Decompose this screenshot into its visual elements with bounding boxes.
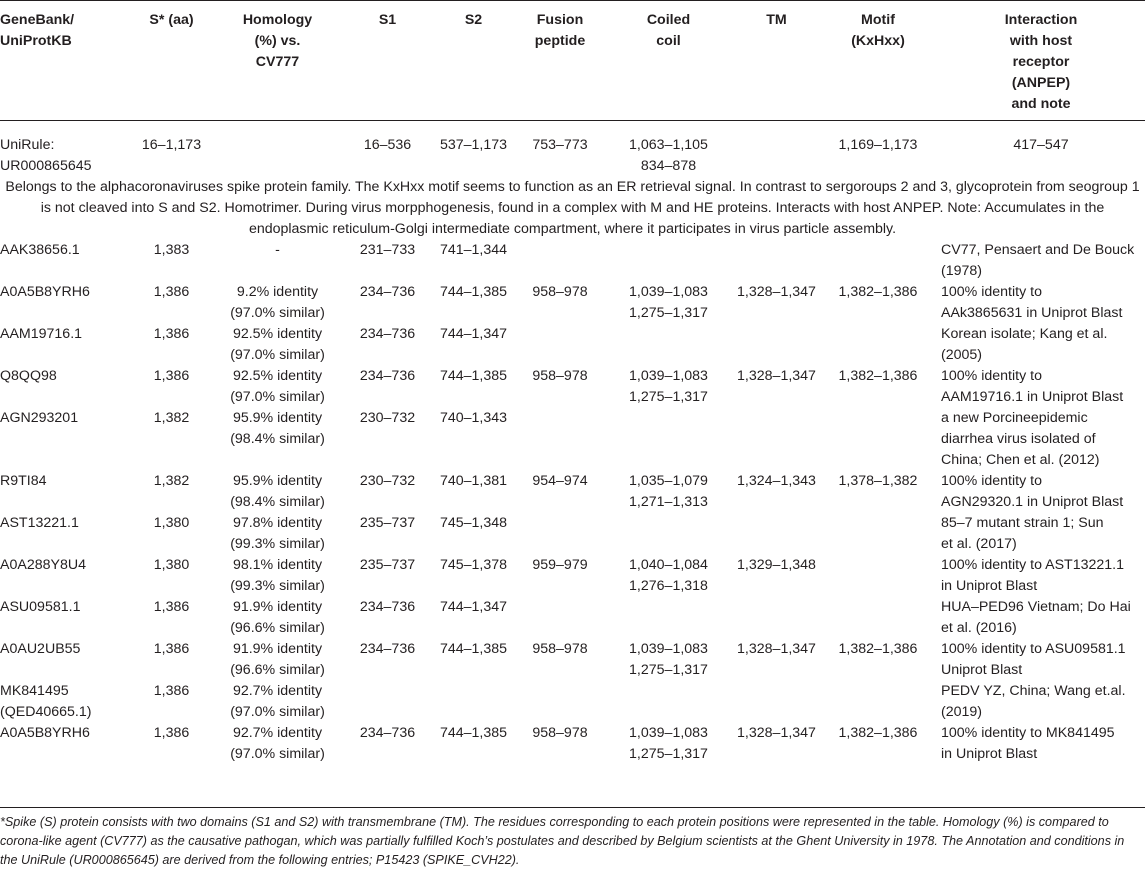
cell-id bbox=[0, 639, 133, 681]
cell-tm bbox=[734, 408, 819, 471]
cell-fusion bbox=[517, 513, 603, 555]
cell-s1 bbox=[345, 681, 430, 723]
cell-s2: 740–1,343 bbox=[439, 410, 508, 426]
cell-coiled bbox=[603, 597, 734, 639]
cell-tm bbox=[734, 121, 819, 178]
cell-motif: 1,169–1,173 bbox=[838, 137, 918, 153]
interaction-line: CV77, Pensaert and De Bouck bbox=[941, 242, 1135, 258]
cell-s1: 230–732 bbox=[359, 473, 416, 489]
coiled-line: 1,063–1,105 bbox=[629, 137, 708, 153]
column-header bbox=[937, 1, 1145, 121]
table-row bbox=[0, 408, 1145, 471]
cell-s2: 741–1,344 bbox=[439, 242, 508, 258]
interaction-line: Korean isolate; Kang et al. bbox=[941, 326, 1108, 342]
cell-s: 1,380 bbox=[153, 557, 190, 573]
cell-s: 16–1,173 bbox=[141, 137, 202, 153]
interaction-line: 100% identity to bbox=[941, 368, 1042, 384]
id-line: MK841495 bbox=[0, 683, 69, 699]
column-header bbox=[734, 1, 819, 121]
coiled-line: 1,040–1,084 bbox=[629, 557, 708, 573]
homology-line: (99.3% similar) bbox=[230, 578, 325, 594]
cell-interaction bbox=[937, 366, 1145, 408]
interaction-line: in Uniprot Blast bbox=[941, 746, 1038, 762]
column-header bbox=[603, 1, 734, 121]
cell-fusion bbox=[517, 681, 603, 723]
cell-id bbox=[0, 723, 133, 765]
interaction-line: (2005) bbox=[941, 347, 983, 363]
table-row bbox=[0, 282, 1145, 324]
table-row bbox=[0, 471, 1145, 513]
cell-interaction bbox=[937, 471, 1145, 513]
header-line: (KxHxx) bbox=[851, 33, 905, 49]
cell-s2: 744–1,385 bbox=[439, 284, 508, 300]
header-line: receptor bbox=[1012, 54, 1070, 70]
cell-id bbox=[0, 681, 133, 723]
cell-coiled bbox=[603, 513, 734, 555]
cell-fusion: 959–979 bbox=[532, 557, 588, 573]
cell-fusion: 753–773 bbox=[532, 137, 588, 153]
table-row bbox=[0, 597, 1145, 639]
cell-s2: 740–1,381 bbox=[439, 473, 508, 489]
homology-line: 92.7% identity bbox=[232, 683, 323, 699]
homology-line: (98.4% similar) bbox=[230, 494, 325, 510]
cell-homology bbox=[210, 240, 345, 282]
interaction-line: a new Porcineepidemic bbox=[941, 410, 1088, 426]
table-row bbox=[0, 639, 1145, 681]
homology-line: (97.0% similar) bbox=[230, 389, 325, 405]
header-line: GeneBank/ bbox=[0, 12, 75, 28]
cell-fusion bbox=[517, 240, 603, 282]
header-line: S* (aa) bbox=[149, 12, 194, 28]
unirule-note: Belongs to the alphacoronaviruses spike protein family. The KxHxx motif seems to function as an ER retrieval signal. In contrast to sergoroups 2 and 3, glycoprotein from seogroup 1 is not cleaved into S and S2. Homotrimer. During virus morpphogenesis, found in a complex with M and HE proteins. Interacts with host ANPEP. Note: Accumulates in the endoplasmic reticulum-Golgi intermediate compartment, where it participates in virus particle assembly. bbox=[5, 179, 1140, 237]
homology-line: 95.9% identity bbox=[232, 473, 323, 489]
header-line: S1 bbox=[378, 12, 397, 28]
homology-line: (97.0% similar) bbox=[230, 746, 325, 762]
table-row bbox=[0, 681, 1145, 723]
homology-line: (96.6% similar) bbox=[230, 662, 325, 678]
interaction-line: Uniprot Blast bbox=[941, 662, 1023, 678]
header-line: CV777 bbox=[255, 54, 300, 70]
header-line: TM bbox=[766, 12, 787, 28]
table-bottom-rule bbox=[0, 807, 1145, 808]
cell-homology bbox=[210, 681, 345, 723]
cell-coiled bbox=[603, 723, 734, 765]
cell-tm: 1,328–1,347 bbox=[737, 284, 816, 300]
cell-motif bbox=[819, 555, 937, 597]
header-line: Interaction bbox=[1004, 12, 1078, 28]
cell-id bbox=[0, 240, 133, 282]
cell-s: 1,386 bbox=[153, 641, 190, 657]
cell-coiled bbox=[603, 324, 734, 366]
cell-motif: 1,382–1,386 bbox=[838, 641, 918, 657]
cell-fusion bbox=[517, 408, 603, 471]
interaction-line: et al. (2017) bbox=[941, 536, 1017, 552]
coiled-line: 1,275–1,317 bbox=[629, 746, 708, 762]
interaction-line: PEDV YZ, China; Wang et.al. bbox=[941, 683, 1126, 699]
cell-homology bbox=[210, 597, 345, 639]
cell-s: 1,383 bbox=[153, 242, 190, 258]
header-line: (%) vs. bbox=[254, 33, 301, 49]
cell-homology bbox=[210, 282, 345, 324]
cell-coiled bbox=[603, 471, 734, 513]
homology-line: (99.3% similar) bbox=[230, 536, 325, 552]
interaction-line: et al. (2016) bbox=[941, 620, 1017, 636]
column-header bbox=[819, 1, 937, 121]
interaction-line: China; Chen et al. (2012) bbox=[941, 452, 1100, 468]
cell-s: 1,382 bbox=[153, 410, 190, 426]
cell-interaction bbox=[937, 555, 1145, 597]
cell-interaction bbox=[937, 597, 1145, 639]
cell-tm bbox=[734, 681, 819, 723]
header-row bbox=[0, 1, 1145, 121]
cell-coiled bbox=[603, 681, 734, 723]
table-row bbox=[0, 324, 1145, 366]
cell-s2: 537–1,173 bbox=[439, 137, 508, 153]
cell-interaction bbox=[937, 408, 1145, 471]
cell-homology bbox=[210, 639, 345, 681]
cell-id bbox=[0, 513, 133, 555]
cell-fusion: 958–978 bbox=[532, 368, 588, 384]
cell-s2: 744–1,347 bbox=[439, 326, 508, 342]
cell-tm: 1,328–1,347 bbox=[737, 725, 816, 741]
header-line: Homology bbox=[242, 12, 313, 28]
cell-fusion: 958–978 bbox=[532, 284, 588, 300]
cell-s2: 745–1,378 bbox=[439, 557, 508, 573]
cell-motif: 1,382–1,386 bbox=[838, 725, 918, 741]
cell-homology bbox=[210, 366, 345, 408]
homology-line: - bbox=[275, 242, 280, 258]
cell-motif bbox=[819, 324, 937, 366]
cell-s: 1,386 bbox=[153, 599, 190, 615]
cell-interaction bbox=[937, 240, 1145, 282]
cell-coiled bbox=[603, 555, 734, 597]
cell-s2 bbox=[430, 681, 517, 723]
cell-motif bbox=[819, 408, 937, 471]
cell-id bbox=[0, 597, 133, 639]
table-footnote: *Spike (S) protein consists with two domains (S1 and S2) with transmembrane (TM). The residues corresponding to each protein positions were represented in the table. Homology (%) is compared to corona-like agent (CV777) as the causative pathogan, which was partially fulfilled Koch’s postulates and described by Belgium scientists at the Ghent University in 1978. The Annotation and conditions in the UniRule (UR000865645) are derived from the following entries; P15423 (SPIKE_CVH22). bbox=[0, 815, 1125, 867]
homology-line: 92.5% identity bbox=[232, 368, 323, 384]
cell-id bbox=[0, 324, 133, 366]
interaction-line: AAk3865631 in Uniprot Blast bbox=[941, 305, 1123, 321]
homology-line: (98.4% similar) bbox=[230, 431, 325, 447]
interaction-line: 85–7 mutant strain 1; Sun bbox=[941, 515, 1104, 531]
cell-coiled bbox=[603, 408, 734, 471]
cell-s1: 235–737 bbox=[359, 515, 416, 531]
cell-s2: 745–1,348 bbox=[439, 515, 508, 531]
header-line: Motif bbox=[861, 12, 895, 28]
id-line: AAK38656.1 bbox=[0, 242, 80, 258]
cell-motif: 1,382–1,386 bbox=[838, 368, 918, 384]
coiled-line: 1,039–1,083 bbox=[629, 368, 708, 384]
cell-s: 1,382 bbox=[153, 473, 190, 489]
id-line: ASU09581.1 bbox=[0, 599, 81, 615]
homology-line: (97.0% similar) bbox=[230, 704, 325, 720]
cell-interaction bbox=[937, 639, 1145, 681]
cell-s2: 744–1,385 bbox=[439, 725, 508, 741]
cell-interaction bbox=[937, 513, 1145, 555]
unirule-note-row bbox=[0, 177, 1145, 240]
cell-homology bbox=[210, 471, 345, 513]
column-header bbox=[133, 1, 210, 121]
cell-motif bbox=[819, 240, 937, 282]
coiled-line: 1,035–1,079 bbox=[629, 473, 708, 489]
cell-s1: 234–736 bbox=[359, 284, 416, 300]
cell-tm: 1,324–1,343 bbox=[737, 473, 816, 489]
table-row bbox=[0, 723, 1145, 765]
cell-id bbox=[0, 121, 133, 178]
homology-line: 91.9% identity bbox=[232, 599, 323, 615]
cell-coiled bbox=[603, 282, 734, 324]
cell-coiled bbox=[603, 121, 734, 178]
interaction-line: 100% identity to MK841495 bbox=[941, 725, 1115, 741]
interaction-line: (1978) bbox=[941, 263, 983, 279]
cell-s1: 234–736 bbox=[359, 641, 416, 657]
table-row bbox=[0, 240, 1145, 282]
id-line: Q8QQ98 bbox=[0, 368, 57, 384]
cell-homology bbox=[210, 555, 345, 597]
cell-s: 1,386 bbox=[153, 725, 190, 741]
cell-tm bbox=[734, 324, 819, 366]
table-row bbox=[0, 366, 1145, 408]
cell-tm: 1,328–1,347 bbox=[737, 641, 816, 657]
column-header bbox=[517, 1, 603, 121]
cell-s1: 230–732 bbox=[359, 410, 416, 426]
header-line: coil bbox=[656, 33, 681, 49]
cell-homology bbox=[210, 723, 345, 765]
cell-motif bbox=[819, 513, 937, 555]
coiled-line: 1,039–1,083 bbox=[629, 725, 708, 741]
cell-homology bbox=[210, 408, 345, 471]
cell-s1: 16–536 bbox=[363, 137, 412, 153]
interaction-line: diarrhea virus isolated of bbox=[941, 431, 1096, 447]
cell-id bbox=[0, 408, 133, 471]
homology-line: 91.9% identity bbox=[232, 641, 323, 657]
cell-interaction bbox=[937, 723, 1145, 765]
column-header bbox=[0, 1, 133, 121]
cell-id bbox=[0, 366, 133, 408]
header-line: Fusion bbox=[536, 12, 584, 28]
cell-homology bbox=[210, 324, 345, 366]
homology-line: (97.0% similar) bbox=[230, 347, 325, 363]
cell-coiled bbox=[603, 366, 734, 408]
coiled-line: 1,039–1,083 bbox=[629, 284, 708, 300]
header-line: peptide bbox=[534, 33, 586, 49]
cell-s1: 231–733 bbox=[359, 242, 416, 258]
cell-id bbox=[0, 471, 133, 513]
cell-s1: 234–736 bbox=[359, 599, 416, 615]
cell-tm bbox=[734, 513, 819, 555]
table-row-unirule bbox=[0, 121, 1145, 178]
coiled-line: 834–878 bbox=[640, 158, 697, 174]
column-header bbox=[210, 1, 345, 121]
column-header bbox=[345, 1, 430, 121]
cell-homology bbox=[210, 121, 345, 178]
table-header bbox=[0, 1, 1145, 121]
interaction-line: 100% identity to ASU09581.1 bbox=[941, 641, 1126, 657]
coiled-line: 1,275–1,317 bbox=[629, 662, 708, 678]
cell-coiled bbox=[603, 240, 734, 282]
coiled-line: 1,271–1,313 bbox=[629, 494, 708, 510]
header-line: (ANPEP) bbox=[1011, 75, 1071, 91]
cell-s: 1,386 bbox=[153, 326, 190, 342]
cell-s1: 234–736 bbox=[359, 326, 416, 342]
homology-line: 92.7% identity bbox=[232, 725, 323, 741]
cell-motif bbox=[819, 597, 937, 639]
cell-s2: 744–1,347 bbox=[439, 599, 508, 615]
homology-line: (97.0% similar) bbox=[230, 305, 325, 321]
cell-homology bbox=[210, 513, 345, 555]
coiled-line: 1,275–1,317 bbox=[629, 305, 708, 321]
interaction-line: HUA–PED96 Vietnam; Do Hai bbox=[941, 599, 1131, 615]
id-line: AGN293201 bbox=[0, 410, 79, 426]
interaction-line: AAM19716.1 in Uniprot Blast bbox=[941, 389, 1124, 405]
id-line: UniRule: bbox=[0, 137, 55, 153]
id-line: AAM19716.1 bbox=[0, 326, 83, 342]
cell-s: 1,386 bbox=[153, 284, 190, 300]
cell-fusion bbox=[517, 324, 603, 366]
homology-line: 97.8% identity bbox=[232, 515, 323, 531]
cell-fusion: 958–978 bbox=[532, 725, 588, 741]
interaction-line: in Uniprot Blast bbox=[941, 578, 1038, 594]
table-row bbox=[0, 513, 1145, 555]
homology-line: 92.5% identity bbox=[232, 326, 323, 342]
table-row bbox=[0, 555, 1145, 597]
cell-interaction: 417–547 bbox=[1013, 137, 1069, 153]
interaction-line: AGN29320.1 in Uniprot Blast bbox=[941, 494, 1124, 510]
coiled-line: 1,275–1,317 bbox=[629, 389, 708, 405]
cell-s1: 234–736 bbox=[359, 725, 416, 741]
cell-motif: 1,378–1,382 bbox=[838, 473, 918, 489]
interaction-line: 100% identity to bbox=[941, 284, 1042, 300]
cell-interaction bbox=[937, 681, 1145, 723]
cell-interaction bbox=[937, 282, 1145, 324]
cell-s1: 235–737 bbox=[359, 557, 416, 573]
interaction-line: 100% identity to bbox=[941, 473, 1042, 489]
header-line: UniProtKB bbox=[0, 33, 72, 49]
header-line: S2 bbox=[464, 12, 483, 28]
cell-fusion: 958–978 bbox=[532, 641, 588, 657]
interaction-line: 100% identity to AST13221.1 bbox=[941, 557, 1124, 573]
id-line: A0A288Y8U4 bbox=[0, 557, 86, 573]
id-line: A0AU2UB55 bbox=[0, 641, 81, 657]
cell-motif: 1,382–1,386 bbox=[838, 284, 918, 300]
cell-motif bbox=[819, 681, 937, 723]
header-line: and note bbox=[1011, 96, 1071, 112]
cell-s2: 744–1,385 bbox=[439, 368, 508, 384]
cell-fusion: 954–974 bbox=[532, 473, 588, 489]
cell-coiled bbox=[603, 639, 734, 681]
homology-line: 98.1% identity bbox=[232, 557, 323, 573]
homology-line: (96.6% similar) bbox=[230, 620, 325, 636]
column-header bbox=[430, 1, 517, 121]
id-line: R9TI84 bbox=[0, 473, 47, 489]
id-line: A0A5B8YRH6 bbox=[0, 725, 90, 741]
id-line: AST13221.1 bbox=[0, 515, 79, 531]
cell-tm bbox=[734, 597, 819, 639]
cell-s: 1,386 bbox=[153, 683, 190, 699]
id-line: (QED40665.1) bbox=[0, 704, 92, 720]
header-line: Coiled bbox=[646, 12, 691, 28]
cell-id bbox=[0, 282, 133, 324]
id-line: A0A5B8YRH6 bbox=[0, 284, 90, 300]
cell-id bbox=[0, 555, 133, 597]
cell-s: 1,380 bbox=[153, 515, 190, 531]
header-line: with host bbox=[1009, 33, 1073, 49]
cell-fusion bbox=[517, 597, 603, 639]
cell-s1: 234–736 bbox=[359, 368, 416, 384]
table-body bbox=[0, 121, 1145, 766]
id-line: UR000865645 bbox=[0, 158, 92, 174]
cell-tm: 1,329–1,348 bbox=[737, 557, 816, 573]
homology-line: 95.9% identity bbox=[232, 410, 323, 426]
homology-line: 9.2% identity bbox=[236, 284, 319, 300]
cell-s: 1,386 bbox=[153, 368, 190, 384]
coiled-line: 1,039–1,083 bbox=[629, 641, 708, 657]
cell-s2: 744–1,385 bbox=[439, 641, 508, 657]
cell-interaction bbox=[937, 324, 1145, 366]
coiled-line: 1,276–1,318 bbox=[629, 578, 708, 594]
interaction-line: (2019) bbox=[941, 704, 983, 720]
cell-tm bbox=[734, 240, 819, 282]
cell-tm: 1,328–1,347 bbox=[737, 368, 816, 384]
